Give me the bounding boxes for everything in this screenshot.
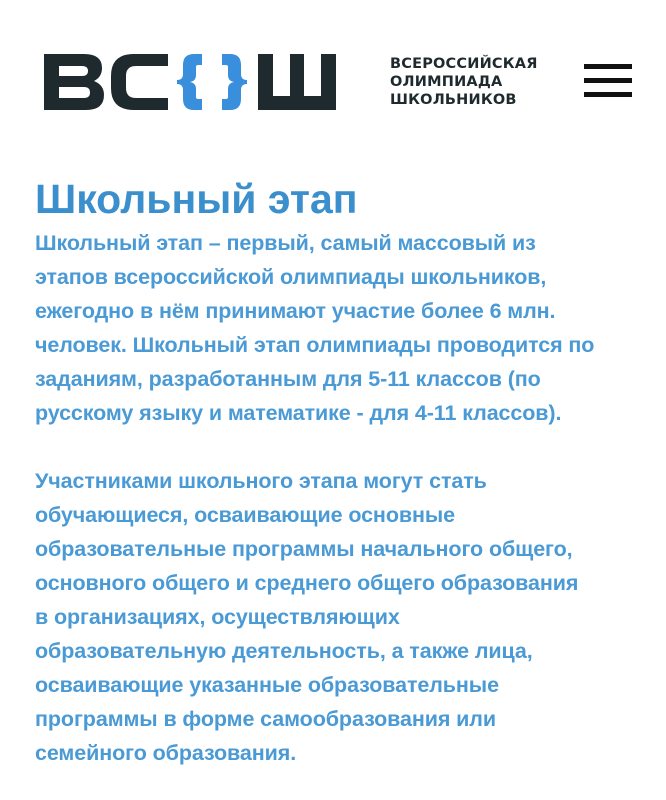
vsosh-logo[interactable]: [44, 52, 354, 112]
logo-text-line-3: ШКОЛЬНИКОВ: [390, 92, 517, 108]
text-line: семейного образования.: [35, 741, 297, 765]
menu-bar: [584, 92, 632, 97]
vsosh-logo-mark: [44, 52, 354, 112]
paragraph-school-stage-intro: [35, 226, 645, 430]
text-line: заданиям, разработанным для 5-11 классов (по: [35, 367, 541, 391]
logo-text-line-1: ВСЕРОССИЙСКАЯ: [390, 56, 538, 72]
hamburger-menu-icon[interactable]: [582, 62, 634, 100]
logo-text-line-2: ОЛИМПИАДА: [390, 74, 503, 90]
text-line: образовательные программы начального общего,: [35, 537, 573, 561]
text-line: русскому языку и математике - для 4-11 классов).: [35, 401, 562, 425]
menu-bar: [584, 78, 632, 83]
text-line: ежегодно в нём принимают участие более 6 млн.: [35, 299, 556, 323]
page-title: Школьный этап: [35, 176, 358, 222]
text-line: осваивающие указанные образовательные: [35, 673, 499, 697]
text-line: основного общего и среднего общего образования: [35, 571, 579, 595]
main-content: [35, 172, 645, 770]
text-line: в организациях, осуществляющих: [35, 605, 400, 629]
site-header: [0, 0, 666, 140]
text-line: образовательную деятельность, а также лица,: [35, 639, 533, 663]
text-line: обучающиеся, осваивающие основные: [35, 503, 455, 527]
logo-text: [390, 55, 538, 109]
text-line: Школьный этап – первый, самый массовый из: [35, 231, 536, 255]
text-line: Участниками школьного этапа могут стать: [35, 469, 487, 493]
menu-bar: [584, 64, 632, 69]
text-line: программы в форме самообразования или: [35, 707, 496, 731]
paragraph-participants: [35, 464, 645, 770]
text-line: этапов всероссийской олимпиады школьников,: [35, 265, 547, 289]
text-line: человек. Школьный этап олимпиады проводится по: [35, 333, 595, 357]
